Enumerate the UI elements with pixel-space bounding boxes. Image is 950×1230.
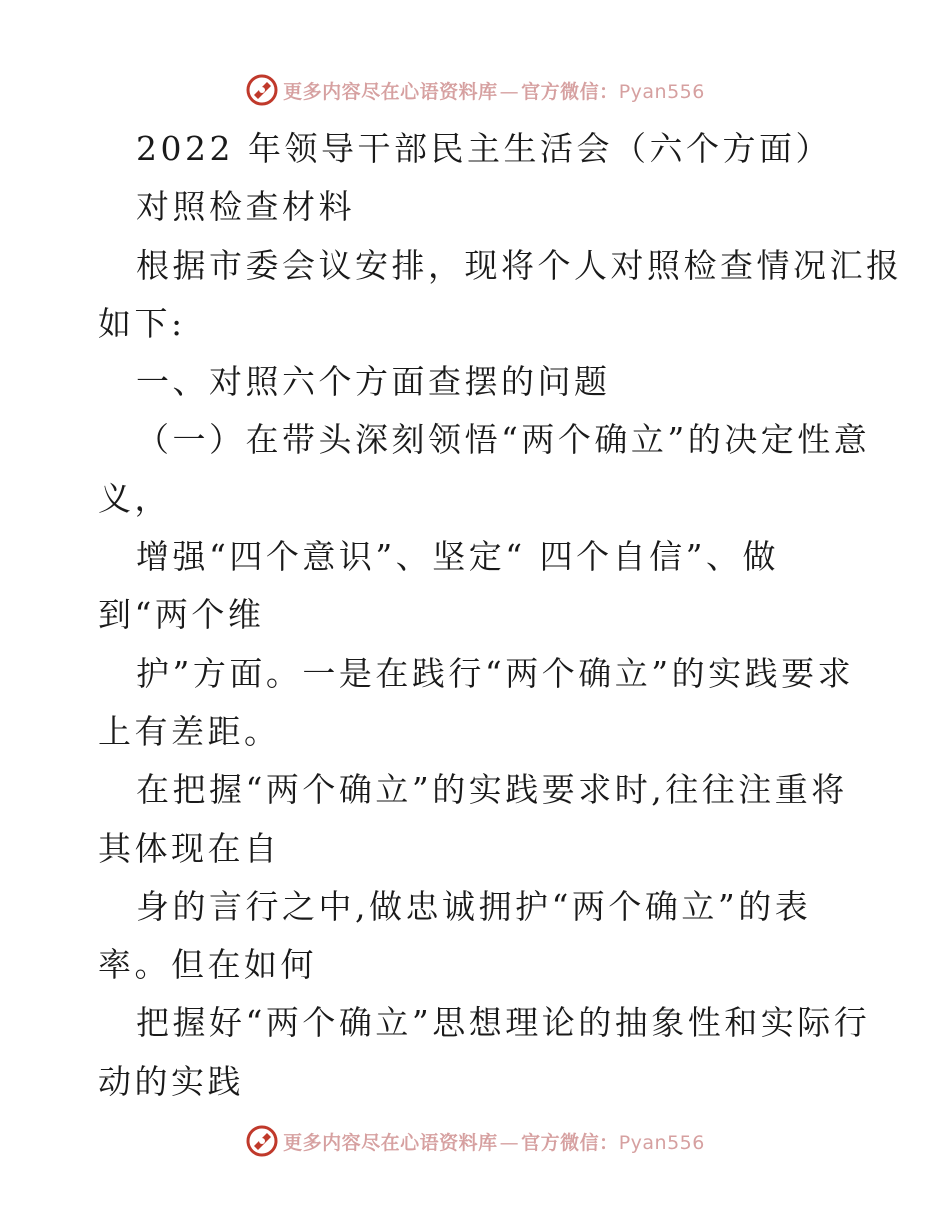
doc-line: 根据市委会议安排，现将个人对照检查情况汇报 [136, 245, 903, 285]
watermark-text [283, 1128, 705, 1155]
doc-line: 对照检查材料 [136, 187, 355, 227]
doc-line: 把握好“两个确立”思想理论的抽象性和实际行 [136, 1003, 871, 1043]
doc-line: 一、对照六个方面查摆的问题 [136, 362, 611, 402]
watermark-id: Pyan556 [618, 80, 705, 103]
watermark-label: 官方微信： [521, 1131, 619, 1154]
doc-line: 上有差距。 [98, 711, 281, 751]
header-watermark [0, 70, 950, 110]
doc-line: 在把握“两个确立”的实践要求时,往往注重将 [136, 770, 848, 810]
doc-line: （一）在带头深刻领悟“两个确立”的决定性意 [136, 420, 871, 460]
doc-line: 其体现在自 [98, 828, 281, 868]
seal-logo-icon [245, 1124, 279, 1158]
watermark-label: 官方微信： [521, 80, 619, 103]
watermark-text [283, 77, 705, 104]
doc-line: 到“两个维 [98, 595, 265, 635]
doc-line: 率。但在如何 [98, 945, 317, 985]
doc-line: 增强“四个意识”、坚定“ 四个自信”、做 [136, 537, 779, 577]
doc-line: 身的言行之中,做忠诚拥护“两个确立”的表 [136, 886, 812, 926]
watermark-dash: — [499, 80, 520, 103]
seal-logo-icon [245, 73, 279, 107]
watermark-id: Pyan556 [618, 1131, 705, 1154]
watermark-site-name: 更多内容尽在心语资料库 [283, 80, 498, 103]
watermark-dash: — [499, 1131, 520, 1154]
doc-line: 2022 年领导干部民主生活会（六个方面） [136, 129, 832, 168]
doc-line: 如下: [98, 303, 186, 343]
footer-watermark [0, 1121, 950, 1161]
document-body [98, 120, 903, 1111]
doc-line: 义， [98, 478, 171, 518]
watermark-site-name: 更多内容尽在心语资料库 [283, 1131, 498, 1154]
doc-line: 动的实践 [98, 1061, 244, 1101]
doc-line: 护”方面。一是在践行“两个确立”的实践要求 [136, 653, 855, 693]
